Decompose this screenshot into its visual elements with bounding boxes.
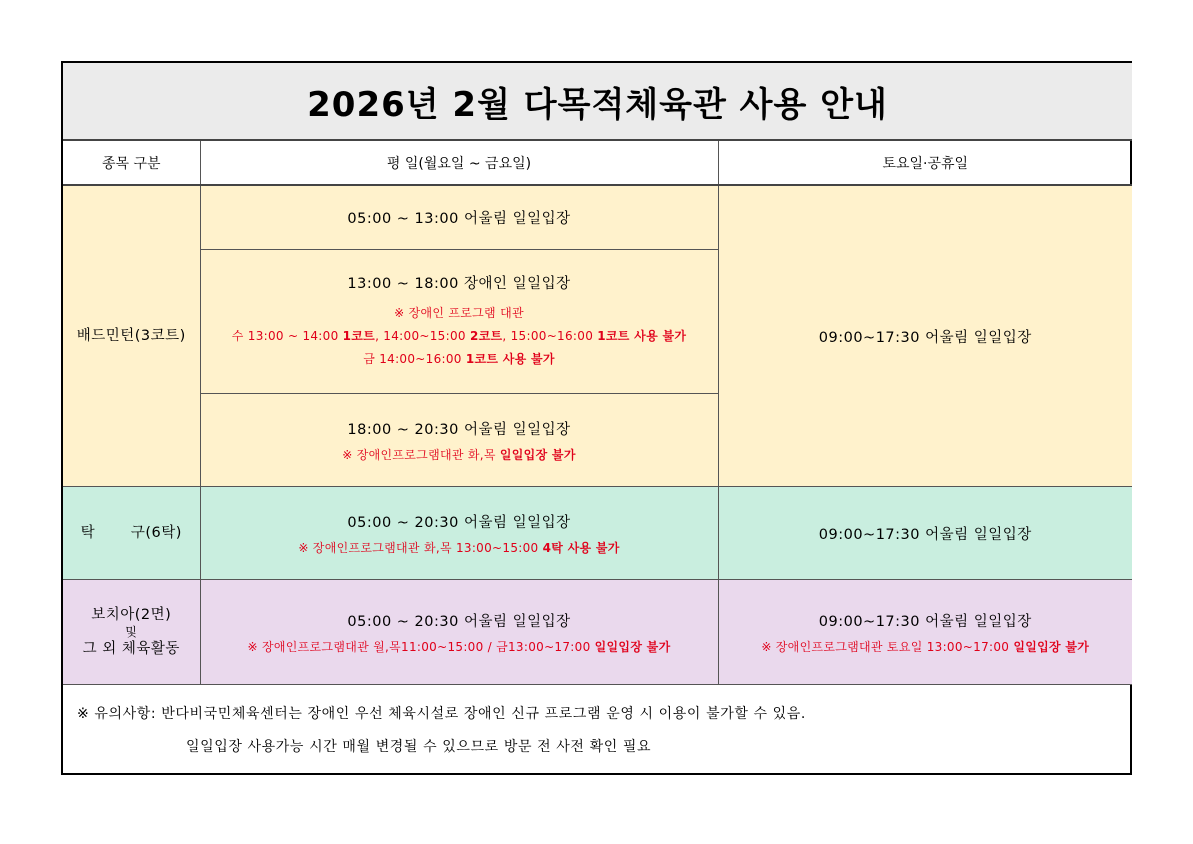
badminton-slot2-note-fri bbox=[201, 348, 718, 371]
boccia-weekday bbox=[200, 580, 718, 685]
boccia-weekday-note bbox=[201, 638, 718, 655]
schedule-table bbox=[63, 63, 1132, 774]
badminton-slot2 bbox=[200, 250, 718, 394]
note-part: ※ 장애인프로그램대관 화,목 bbox=[342, 447, 500, 462]
boccia-category bbox=[63, 580, 200, 685]
badminton-slot3 bbox=[200, 394, 718, 487]
note-unavailable: 일일입장 불가 bbox=[594, 639, 671, 654]
table-tennis-weekday bbox=[200, 487, 718, 580]
table-tennis-weekday-text: 05:00 ~ 20:30 어울림 일일입장 bbox=[347, 514, 571, 531]
table-tennis-row bbox=[63, 487, 1132, 580]
badminton-slot1 bbox=[200, 185, 718, 250]
boccia-category-line1: 보치아(2면) bbox=[91, 607, 172, 624]
badminton-slot3-text: 18:00 ~ 20:30 어울림 일일입장 bbox=[347, 421, 571, 438]
header-row bbox=[63, 140, 1132, 185]
badminton-slot3-note bbox=[201, 446, 718, 463]
note-part: ※ 장애인프로그램대관 월,목11:00~15:00 / 금13:00~17:00 bbox=[247, 639, 595, 654]
badminton-slot2-text: 13:00 ~ 18:00 장애인 일일입장 bbox=[347, 276, 571, 293]
note-unavailable: 일일입장 불가 bbox=[1013, 639, 1090, 654]
boccia-weekend bbox=[718, 580, 1132, 685]
header-weekend: 토요일·공휴일 bbox=[718, 140, 1132, 185]
badminton-weekend: 09:00~17:30 어울림 일일입장 bbox=[718, 185, 1132, 487]
boccia-row bbox=[63, 580, 1132, 685]
boccia-weekend-note bbox=[719, 638, 1133, 655]
boccia-category-line3: 그 외 체육활동 bbox=[82, 640, 180, 657]
note-fri-part: 금 14:00~16:00 bbox=[363, 351, 466, 366]
note-unavailable: 일일입장 불가 bbox=[499, 447, 576, 462]
page-title: 2026년 2월 다목적체육관 사용 안내 bbox=[63, 63, 1132, 140]
note-part: ※ 장애인프로그램대관 화,목 13:00~15:00 bbox=[298, 540, 543, 555]
boccia-weekend-text: 09:00~17:30 어울림 일일입장 bbox=[818, 613, 1032, 630]
note-wed-court-unavailable: 1코트 사용 불가 bbox=[597, 329, 687, 344]
footer-notice bbox=[63, 685, 1132, 775]
footer-line1: ※ 유의사항: 반다비국민체육센터는 장애인 우선 체육시설로 장애인 신규 프로그램 운영 시 이용이 불가할 수 있음. bbox=[77, 706, 806, 722]
badminton-slot2-note bbox=[201, 302, 718, 370]
table-tennis-weekend: 09:00~17:30 어울림 일일입장 bbox=[718, 487, 1132, 580]
badminton-slot2-note-wed bbox=[201, 325, 718, 348]
note-wed-part: , 14:00~15:00 bbox=[375, 329, 470, 344]
title-row bbox=[63, 63, 1132, 140]
table-tennis-weekday-note bbox=[201, 539, 718, 556]
header-weekday: 평 일(월요일 ~ 금요일) bbox=[200, 140, 718, 185]
boccia-weekday-text: 05:00 ~ 20:30 어울림 일일입장 bbox=[347, 613, 571, 630]
footer-line2: 일일입장 사용가능 시간 매월 변경될 수 있으므로 방문 전 사전 확인 필요 bbox=[186, 739, 652, 755]
note-wed-court2: 2코트 bbox=[469, 329, 503, 344]
badminton-slot2-note-title: ※ 장애인 프로그램 대관 bbox=[394, 306, 524, 321]
boccia-category-line2: 및 bbox=[125, 624, 138, 639]
badminton-row-1 bbox=[63, 185, 1132, 250]
badminton-slot1-text: 05:00 ~ 13:00 어울림 일일입장 bbox=[347, 211, 571, 227]
schedule-sheet bbox=[61, 61, 1132, 775]
note-fri-unavailable: 1코트 사용 불가 bbox=[465, 351, 555, 366]
note-part: ※ 장애인프로그램대관 토요일 13:00~17:00 bbox=[761, 639, 1014, 654]
footer-row bbox=[63, 685, 1132, 775]
note-wed-part: , 15:00~16:00 bbox=[502, 329, 598, 344]
note-wed-court1: 1코트 bbox=[342, 329, 376, 344]
header-category: 종목 구분 bbox=[63, 140, 200, 185]
table-tennis-category: 탁 구(6탁) bbox=[63, 487, 200, 580]
note-wed-part: 수 13:00 ~ 14:00 bbox=[231, 329, 343, 344]
note-unavailable: 4탁 사용 불가 bbox=[542, 540, 620, 555]
badminton-category: 배드민턴(3코트) bbox=[63, 185, 200, 487]
